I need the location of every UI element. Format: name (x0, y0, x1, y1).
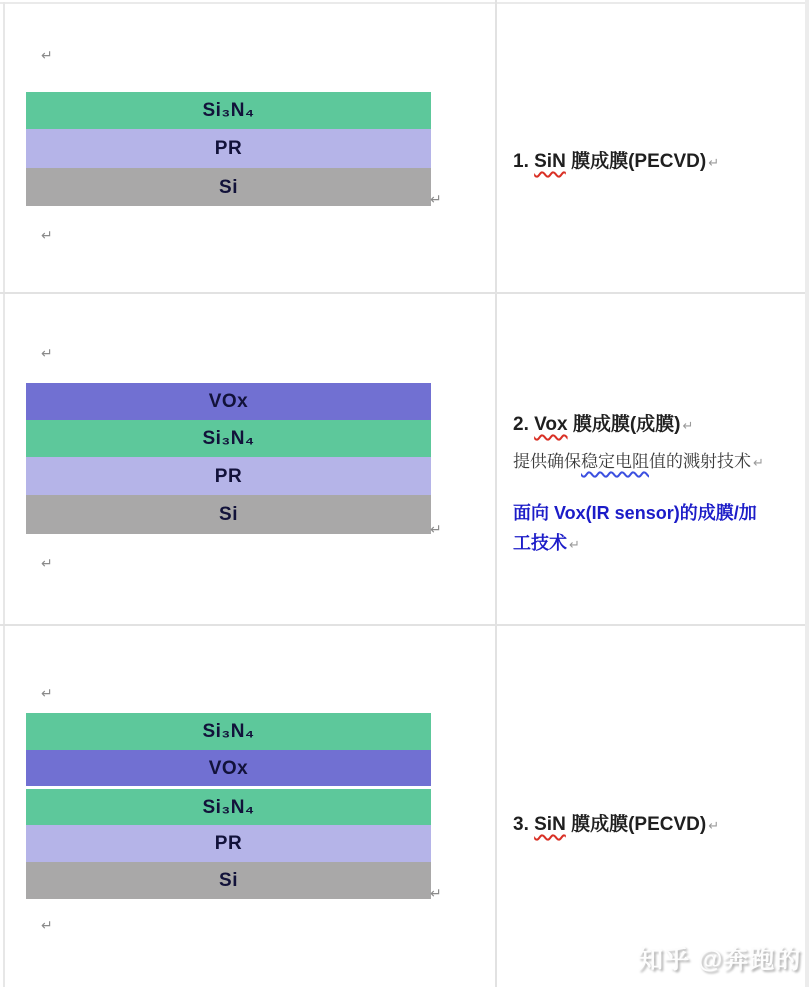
step-heading-rest: 膜成膜(成膜) (567, 414, 681, 435)
layer-label: Si₃N₄ (202, 428, 255, 449)
paragraph-mark: ↵ (41, 917, 53, 933)
row2-text-cell (497, 294, 805, 624)
step2-highlight (513, 498, 809, 560)
row3-text-cell (497, 626, 805, 987)
step-heading-rest: 膜成膜(PECVD) (565, 814, 707, 835)
step2-heading (513, 414, 693, 437)
paragraph-mark: ↵ (682, 418, 694, 433)
zhihu-watermark: 知乎 @奔跑的 (638, 946, 802, 974)
paragraph-mark: ↵ (41, 47, 53, 63)
layer-label: PR (214, 465, 243, 487)
layer-label: PR (214, 833, 243, 854)
row3-diagram-cell (5, 626, 495, 987)
layer-label: Si (219, 176, 238, 198)
step-heading-rest: 膜成膜(PECVD) (565, 151, 707, 172)
layer-label: PR (214, 138, 243, 159)
step-number: 3. (513, 814, 535, 835)
step1-heading (513, 151, 719, 174)
paragraph-mark: ↵ (708, 155, 720, 170)
layer-vox (26, 750, 431, 786)
layer-si3n4 (26, 789, 431, 825)
layer-label: Si (219, 504, 238, 525)
layer-pr (26, 129, 431, 168)
layer-label: Si₃N₄ (202, 796, 255, 818)
layer-stack-step2 (26, 383, 431, 534)
row2-diagram-cell (5, 294, 495, 624)
row1-diagram-cell (5, 4, 495, 292)
step-term-misspelled: Vox (534, 414, 568, 435)
table-border-right (805, 0, 809, 987)
description-pre: 提供确保 (513, 452, 581, 471)
paragraph-mark: ↵ (41, 555, 53, 571)
step-number: 2. (513, 414, 535, 435)
layer-si3n4 (26, 92, 431, 129)
paragraph-mark: ↵ (708, 818, 720, 833)
layer-label: Si₃N₄ (202, 721, 255, 742)
layer-si3n4 (26, 420, 431, 457)
description-grammar-flag: 稳定电阻 (581, 452, 649, 471)
step-term-misspelled: SiN (534, 151, 566, 172)
highlight-line2 (513, 528, 809, 560)
paragraph-mark: ↵ (753, 455, 764, 470)
layer-label: VOx (208, 391, 249, 412)
layer-pr (26, 825, 431, 862)
step-number: 1. (513, 151, 535, 172)
layer-vox (26, 383, 431, 420)
paragraph-mark: ↵ (430, 191, 442, 207)
layer-label: Si₃N₄ (202, 100, 255, 121)
step2-description (513, 451, 764, 474)
paragraph-mark: ↵ (569, 537, 580, 552)
row1-text-cell (497, 4, 805, 292)
highlight-line1: 面向 Vox(IR sensor)的成膜/加 (513, 503, 757, 523)
paragraph-mark: ↵ (430, 885, 442, 901)
layer-label: Si (219, 870, 238, 891)
paragraph-mark: ↵ (430, 521, 442, 537)
layer-pr (26, 457, 431, 495)
description-post: 值的溅射技术 (649, 452, 751, 471)
layer-si (26, 168, 431, 206)
layer-stack-step1 (26, 92, 431, 206)
layer-stack-step3 (26, 713, 431, 899)
paragraph-mark: ↵ (41, 345, 53, 361)
highlight-line2-text: 工技术 (513, 533, 567, 553)
layer-si (26, 495, 431, 534)
paragraph-mark: ↵ (41, 227, 53, 243)
layer-label: VOx (208, 757, 249, 779)
paragraph-mark: ↵ (41, 685, 53, 701)
layer-si (26, 862, 431, 899)
step-term-misspelled: SiN (534, 814, 566, 835)
layer-si3n4 (26, 713, 431, 750)
step3-heading (513, 814, 719, 837)
